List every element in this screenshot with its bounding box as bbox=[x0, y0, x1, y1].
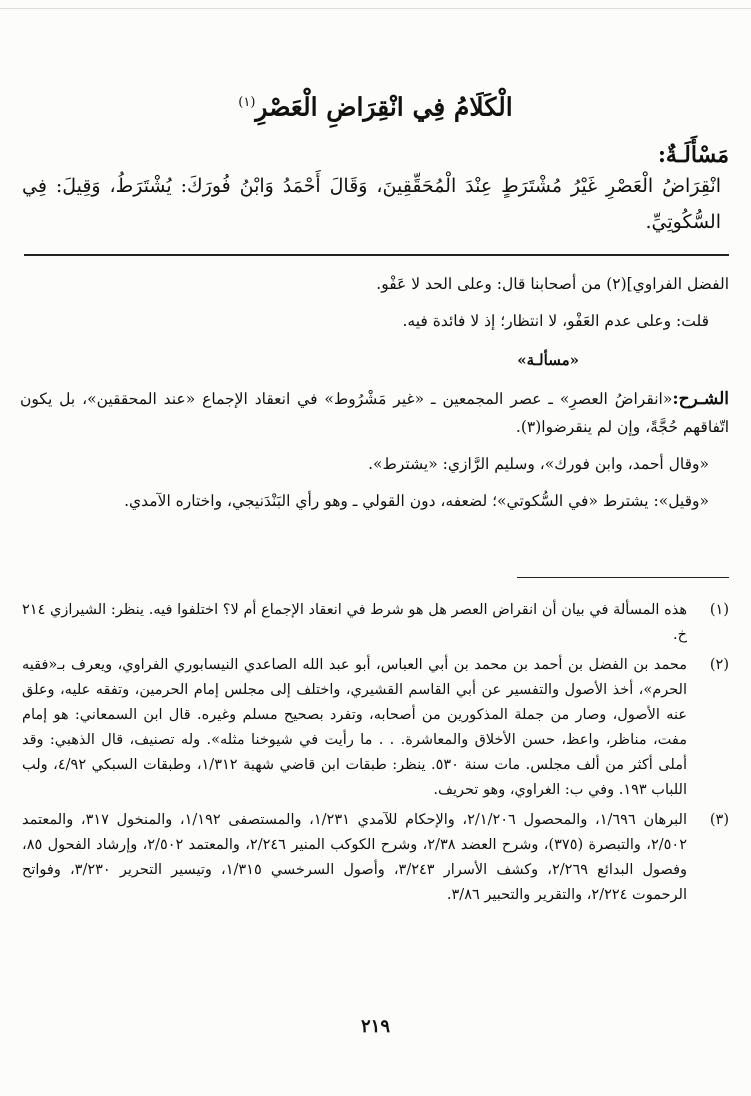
footnote-text: محمد بن الفضل بن أحمد بن محمد بن أبي العباس، أبو عبد الله الصاعدي النيسابوري الفراوي، ويعرف بـ«فقيه الحرم»، أخذ الأصول والتفسير عن أبي القاسم القشيري، واختلف إلى مجلس إمام الحرمين، وتفقه عليه، وعلق عنه الأصول، وصار من جملة المذكورين من أصحابه، وتفرد بصحيح مسلم وغيره. قال ابن السمعاني: هو إمام مفت، مناظر، واعظ، حسن الأخلاق والمعاشرة. . . ما رأيت في شيوخنا مثله». وله تصنيف، قال الذهبي: وقد أملى أكثر من ألف مجلس. مات سنة ٥٣٠. ينظر: طبقات ابن قاضي شهبة ١/٣١٢، وطبقات السبكي ٤/٩٢، ولب اللباب ١٩٣. وفي ب: الغراوي، وهو تحريف. bbox=[22, 657, 687, 798]
chapter-title-text: الْكَلَامُ فِي انْقِرَاضِ الْعَصْرِ bbox=[255, 92, 513, 122]
footnote-text: هذه المسألة في بيان أن انقراض العصر هل هو شرط في انعقاد الإجماع أم لا؟ اختلفوا فيه. ينظر: الشيرازي ٢١٤ خ. bbox=[22, 602, 687, 643]
commentary-paragraph-4: «وقال أحمد، وابن فورك»، وسليم الرَّازي: «يشترط». bbox=[368, 455, 709, 473]
commentary-body bbox=[20, 270, 729, 515]
footnote-separator-rule bbox=[517, 577, 729, 578]
scan-edge-line bbox=[0, 8, 751, 9]
chapter-title bbox=[0, 86, 751, 124]
sub-masala-heading: «مسألـة» bbox=[517, 351, 579, 369]
commentary-paragraph-5: «وقيل»: يشترط «في السُّكوتي»؛ لضعفه، دون القولي ـ وهو رأي البَنْدَنيجي، واختاره الآمدي. bbox=[124, 492, 709, 510]
masala-heading: مَسْأَلَـةٌ: bbox=[657, 142, 729, 168]
footnote-number: (٣) bbox=[709, 812, 729, 828]
sharh-text: «انقراضُ العصرِ» ـ عصر المجمعين ـ «غير مَشْرُوط» في انعقاد الإجماع «عند المحققين»، بل يكون اتّفاقهم حُجَّةً، وإن لم ينقرضوا(٣). bbox=[20, 390, 729, 436]
sharh-label: الشـرح: bbox=[672, 389, 729, 409]
title-footnote-ref: (١) bbox=[238, 95, 256, 110]
footnote-2 bbox=[22, 653, 729, 803]
footnote-number: (١) bbox=[709, 602, 729, 618]
matn-text: انْقِرَاضُ الْعَصْرِ غَيْرُ مُشْتَرَطٍ عِنْدَ الْمُحَقِّقِينَ، وَقَالَ أَحْمَدُ وَابْنُ فُورَكَ: يُشْتَرَطُ، وَقِيلَ: فِي السُّكُوتِيِّ. bbox=[22, 175, 721, 233]
footnote-1 bbox=[22, 598, 729, 648]
commentary-paragraph-3 bbox=[20, 385, 729, 441]
footnote-3 bbox=[22, 808, 729, 908]
commentary-paragraph-1: الفضل الفراوي](٢) من أصحابنا قال: وعلى الحد لا عَفْو. bbox=[376, 275, 729, 293]
footnote-text: البرهان ١/٦٩٦، والمحصول ٢/١/٢٠٦، والإحكام للآمدي ١/٢٣١، والمستصفى ١/١٩٢، والمنخول ٣١٧، والمعتمد ٢/٥٠٢، والتبصرة (٣٧٥)، وشرح العضد ٢/٣٨، وشرح الكوكب المنير ٢/٢٤٦، والمعتمد ٢/٥٠٢، وإرشاد الفحول ٨٥، وفصول البدائع ٢/٢٦٩، وكشف الأسرار ٣/٢٤٣، وأصول السرخسي ١/٣١٥، وتيسير التحرير ٣/٢٣٠، وفواتح الرحموت ٢/٢٢٤، والتقرير والتحبير ٣/٨٦. bbox=[22, 812, 688, 903]
matn-separator-rule bbox=[24, 254, 729, 256]
page-number: ٢١٩ bbox=[360, 1016, 390, 1037]
footnotes bbox=[22, 598, 729, 913]
footnote-number: (٢) bbox=[709, 657, 729, 673]
commentary-paragraph-2: قلت: وعلى عدم العَفْو، لا انتظار؛ إذ لا فائدة فيه. bbox=[402, 312, 709, 330]
